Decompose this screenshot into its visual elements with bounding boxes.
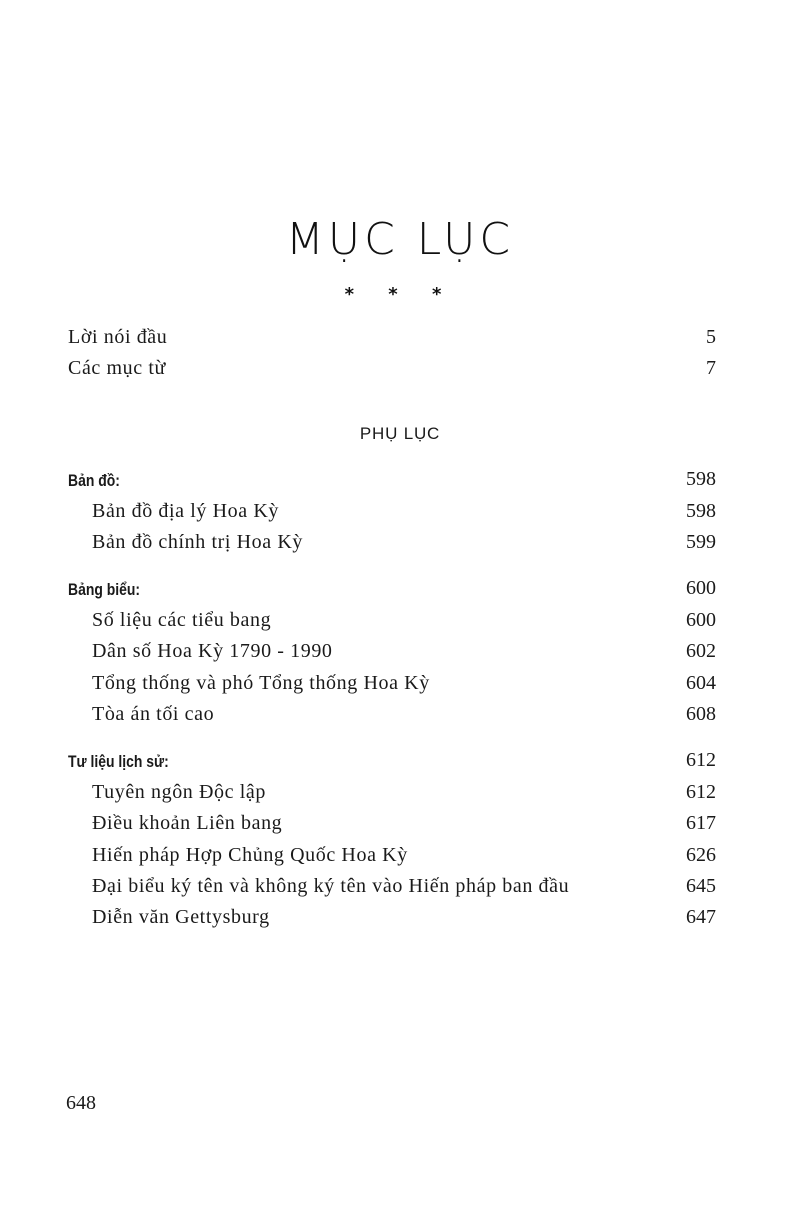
toc-entry: [0, 703, 800, 731]
toc-entry-page: 617: [686, 812, 716, 834]
toc-entry: [0, 640, 800, 668]
section-label: Bảng biểu:: [68, 580, 141, 599]
title-ornament: * * *: [344, 284, 456, 305]
toc-entry: [0, 357, 800, 385]
toc-section-heading: [0, 749, 800, 777]
toc-entry: [0, 609, 800, 637]
toc-entry-label: Tuyên ngôn Độc lập: [92, 781, 266, 803]
toc-entry: [0, 875, 800, 903]
toc-entry-page: 612: [686, 781, 716, 803]
toc-entry-label: Các mục từ: [68, 357, 166, 379]
toc-entry-label: Bản đồ địa lý Hoa Kỳ: [92, 500, 279, 522]
toc-entry-page: 599: [686, 531, 716, 553]
toc-entry: [0, 844, 800, 872]
toc-entry-page: 626: [686, 844, 716, 866]
toc-entry-label: Tổng thống và phó Tổng thống Hoa Kỳ: [92, 672, 430, 694]
toc-entry-label: Diễn văn Gettysburg: [92, 906, 270, 928]
toc-entry-page: 600: [686, 609, 716, 631]
appendix-heading: PHỤ LỤC: [359, 424, 441, 443]
toc-entry-label: Đại biểu ký tên và không ký tên vào Hiến pháp ban đầu: [92, 875, 570, 897]
toc-entry-page: 604: [686, 672, 716, 694]
toc-entry-page: 645: [686, 875, 716, 897]
toc-entry-page: 7: [706, 357, 716, 379]
toc-entry-page: 647: [686, 906, 716, 928]
page-number: 648: [66, 1092, 96, 1114]
toc-entry-label: Lời nói đầu: [68, 326, 168, 348]
toc-entry-page: 5: [706, 326, 716, 348]
section-page: 612: [686, 749, 716, 771]
section-page: 598: [686, 468, 716, 490]
toc-entry-label: Dân số Hoa Kỳ 1790 - 1990: [92, 640, 333, 662]
toc-entry: [0, 906, 800, 934]
toc-entry: [0, 812, 800, 840]
toc-entry-page: 598: [686, 500, 716, 522]
section-label: Bản đồ:: [68, 471, 120, 490]
toc-entry: [0, 672, 800, 700]
toc-entry-page: 608: [686, 703, 716, 725]
toc-entry: [0, 531, 800, 559]
toc-entry-label: Số liệu các tiểu bang: [92, 609, 272, 631]
toc-entry: [0, 326, 800, 354]
toc-entry-label: Tòa án tối cao: [92, 703, 215, 725]
toc-section-heading: [0, 577, 800, 605]
section-label: Tư liệu lịch sử:: [68, 752, 169, 771]
toc-entry-label: Bản đồ chính trị Hoa Kỳ: [92, 531, 303, 553]
toc-entry-label: Điều khoản Liên bang: [92, 812, 283, 834]
page-title: MỤC LỤC: [285, 214, 515, 265]
toc-section-heading: [0, 468, 800, 496]
toc-entry: [0, 500, 800, 528]
toc-entry-page: 602: [686, 640, 716, 662]
toc-entry-label: Hiến pháp Hợp Chủng Quốc Hoa Kỳ: [92, 844, 408, 866]
section-page: 600: [686, 577, 716, 599]
toc-entry: [0, 781, 800, 809]
